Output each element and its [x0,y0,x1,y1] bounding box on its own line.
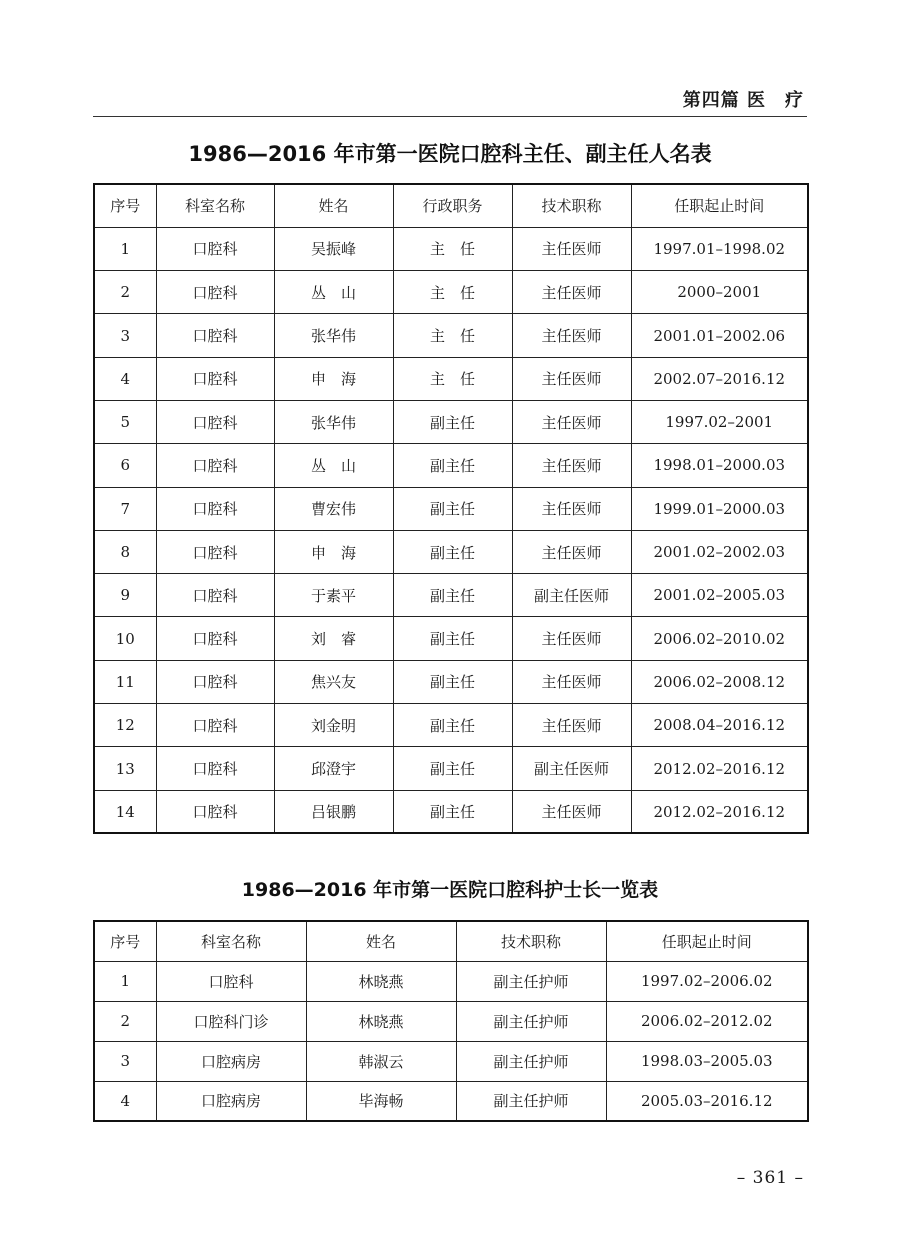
table-cell: 申 海 [274,530,393,573]
table-cell: 副主任 [393,400,512,443]
column-header: 科室名称 [156,921,306,961]
table-cell: 9 [94,574,156,617]
table-row [94,227,808,270]
table-cell: 2006.02–2012.02 [606,1001,808,1041]
table2-title: 1986—2016 年市第一医院口腔科护士长一览表 [241,879,659,901]
column-header: 技术职称 [512,184,631,227]
table-row [94,314,808,357]
table-cell: 刘 睿 [274,617,393,660]
column-header: 科室名称 [156,184,274,227]
table-cell: 2000–2001 [631,271,808,314]
table-cell: 口腔科 [156,790,274,833]
table-cell: 副主任 [393,747,512,790]
table-row [94,574,808,617]
table-cell: 8 [94,530,156,573]
head-nurses-table [93,920,809,1122]
directors-table [93,183,809,834]
table-cell: 韩淑云 [306,1041,456,1081]
table-row [94,487,808,530]
table-cell: 申 海 [274,357,393,400]
table-cell: 主 任 [393,227,512,270]
column-header: 序号 [94,184,156,227]
table-cell: 主任医师 [512,660,631,703]
table-cell: 1 [94,961,156,1001]
table-cell: 副主任 [393,790,512,833]
table-cell: 主 任 [393,357,512,400]
table-header-row [94,921,808,961]
table-cell: 张华伟 [274,400,393,443]
table-cell: 毕海畅 [306,1081,456,1121]
table-cell: 2002.07–2016.12 [631,357,808,400]
table-cell: 副主任 [393,487,512,530]
table-row [94,790,808,833]
table-cell: 张华伟 [274,314,393,357]
table-cell: 口腔科 [156,487,274,530]
table-cell: 口腔科 [156,530,274,573]
table-cell: 2001.02–2002.03 [631,530,808,573]
table-cell: 口腔科 [156,961,306,1001]
table-cell: 1997.02–2006.02 [606,961,808,1001]
column-header: 姓名 [306,921,456,961]
table-cell: 口腔科 [156,747,274,790]
table-cell: 副主任护师 [456,1081,606,1121]
table-cell: 口腔科 [156,357,274,400]
table-cell: 口腔病房 [156,1081,306,1121]
table-cell: 1998.01–2000.03 [631,444,808,487]
table-row [94,1081,808,1121]
table-cell: 吕银鹏 [274,790,393,833]
header-rule [93,116,807,117]
table-cell: 主任医师 [512,357,631,400]
table-cell: 主任医师 [512,227,631,270]
table-cell: 10 [94,617,156,660]
table1-title: 1986—2016 年市第一医院口腔科主任、副主任人名表 [188,142,712,166]
table-cell: 副主任医师 [512,747,631,790]
table-cell: 口腔科门诊 [156,1001,306,1041]
table-cell: 11 [94,660,156,703]
table-row [94,747,808,790]
running-head: 第四篇 医 疗 [682,90,804,111]
table-cell: 主任医师 [512,271,631,314]
table-cell: 曹宏伟 [274,487,393,530]
table-cell: 口腔科 [156,271,274,314]
table-cell: 副主任护师 [456,961,606,1001]
table-cell: 口腔科 [156,314,274,357]
table-cell: 2006.02–2008.12 [631,660,808,703]
table-cell: 口腔科 [156,617,274,660]
table-cell: 2005.03–2016.12 [606,1081,808,1121]
table-cell: 13 [94,747,156,790]
table-cell: 1998.03–2005.03 [606,1041,808,1081]
table-cell: 主任医师 [512,530,631,573]
table-cell: 林晓燕 [306,1001,456,1041]
table-cell: 7 [94,487,156,530]
table-cell: 2001.01–2002.06 [631,314,808,357]
table-cell: 主任医师 [512,790,631,833]
table-cell: 2008.04–2016.12 [631,704,808,747]
table-cell: 2012.02–2016.12 [631,747,808,790]
table-row [94,271,808,314]
column-header: 姓名 [274,184,393,227]
table-cell: 口腔科 [156,574,274,617]
table-cell: 副主任医师 [512,574,631,617]
table-cell: 3 [94,1041,156,1081]
table-row [94,444,808,487]
table-cell: 主任医师 [512,704,631,747]
table-row [94,1041,808,1081]
table-row [94,961,808,1001]
table-cell: 口腔科 [156,660,274,703]
column-header: 任职起止时间 [606,921,808,961]
column-header: 行政职务 [393,184,512,227]
table-cell: 2 [94,271,156,314]
table-cell: 2001.02–2005.03 [631,574,808,617]
table-cell: 主 任 [393,271,512,314]
table-cell: 主任医师 [512,400,631,443]
table-cell: 副主任 [393,530,512,573]
table-cell: 1999.01–2000.03 [631,487,808,530]
table-cell: 副主任 [393,617,512,660]
table-cell: 副主任护师 [456,1001,606,1041]
table-cell: 副主任 [393,574,512,617]
table-cell: 2006.02–2010.02 [631,617,808,660]
table-header-row [94,184,808,227]
column-header: 任职起止时间 [631,184,808,227]
table-cell: 口腔科 [156,400,274,443]
table-cell: 副主任护师 [456,1041,606,1081]
table-cell: 林晓燕 [306,961,456,1001]
table-row [94,617,808,660]
table-row [94,400,808,443]
table-row [94,357,808,400]
table-cell: 1997.01–1998.02 [631,227,808,270]
table-cell: 5 [94,400,156,443]
table-cell: 1 [94,227,156,270]
table-cell: 主 任 [393,314,512,357]
table-cell: 副主任 [393,660,512,703]
table-cell: 口腔病房 [156,1041,306,1081]
table-cell: 副主任 [393,704,512,747]
table-cell: 焦兴友 [274,660,393,703]
page-number: – 361 – [736,1168,804,1188]
table-cell: 主任医师 [512,487,631,530]
table-cell: 刘金明 [274,704,393,747]
table-cell: 3 [94,314,156,357]
column-header: 技术职称 [456,921,606,961]
column-header: 序号 [94,921,156,961]
table-cell: 口腔科 [156,227,274,270]
table-cell: 吴振峰 [274,227,393,270]
table-cell: 4 [94,357,156,400]
table-row [94,660,808,703]
table-cell: 主任医师 [512,314,631,357]
table-cell: 14 [94,790,156,833]
table-cell: 副主任 [393,444,512,487]
table-cell: 2012.02–2016.12 [631,790,808,833]
table-cell: 丛 山 [274,444,393,487]
table-row [94,704,808,747]
table-cell: 丛 山 [274,271,393,314]
table-cell: 2 [94,1001,156,1041]
table-cell: 口腔科 [156,444,274,487]
table-cell: 邱澄宇 [274,747,393,790]
table-row [94,530,808,573]
table-cell: 6 [94,444,156,487]
table-cell: 4 [94,1081,156,1121]
table-cell: 主任医师 [512,617,631,660]
table-cell: 口腔科 [156,704,274,747]
table-cell: 12 [94,704,156,747]
table-cell: 主任医师 [512,444,631,487]
table-row [94,1001,808,1041]
table-cell: 1997.02–2001 [631,400,808,443]
table-cell: 于素平 [274,574,393,617]
